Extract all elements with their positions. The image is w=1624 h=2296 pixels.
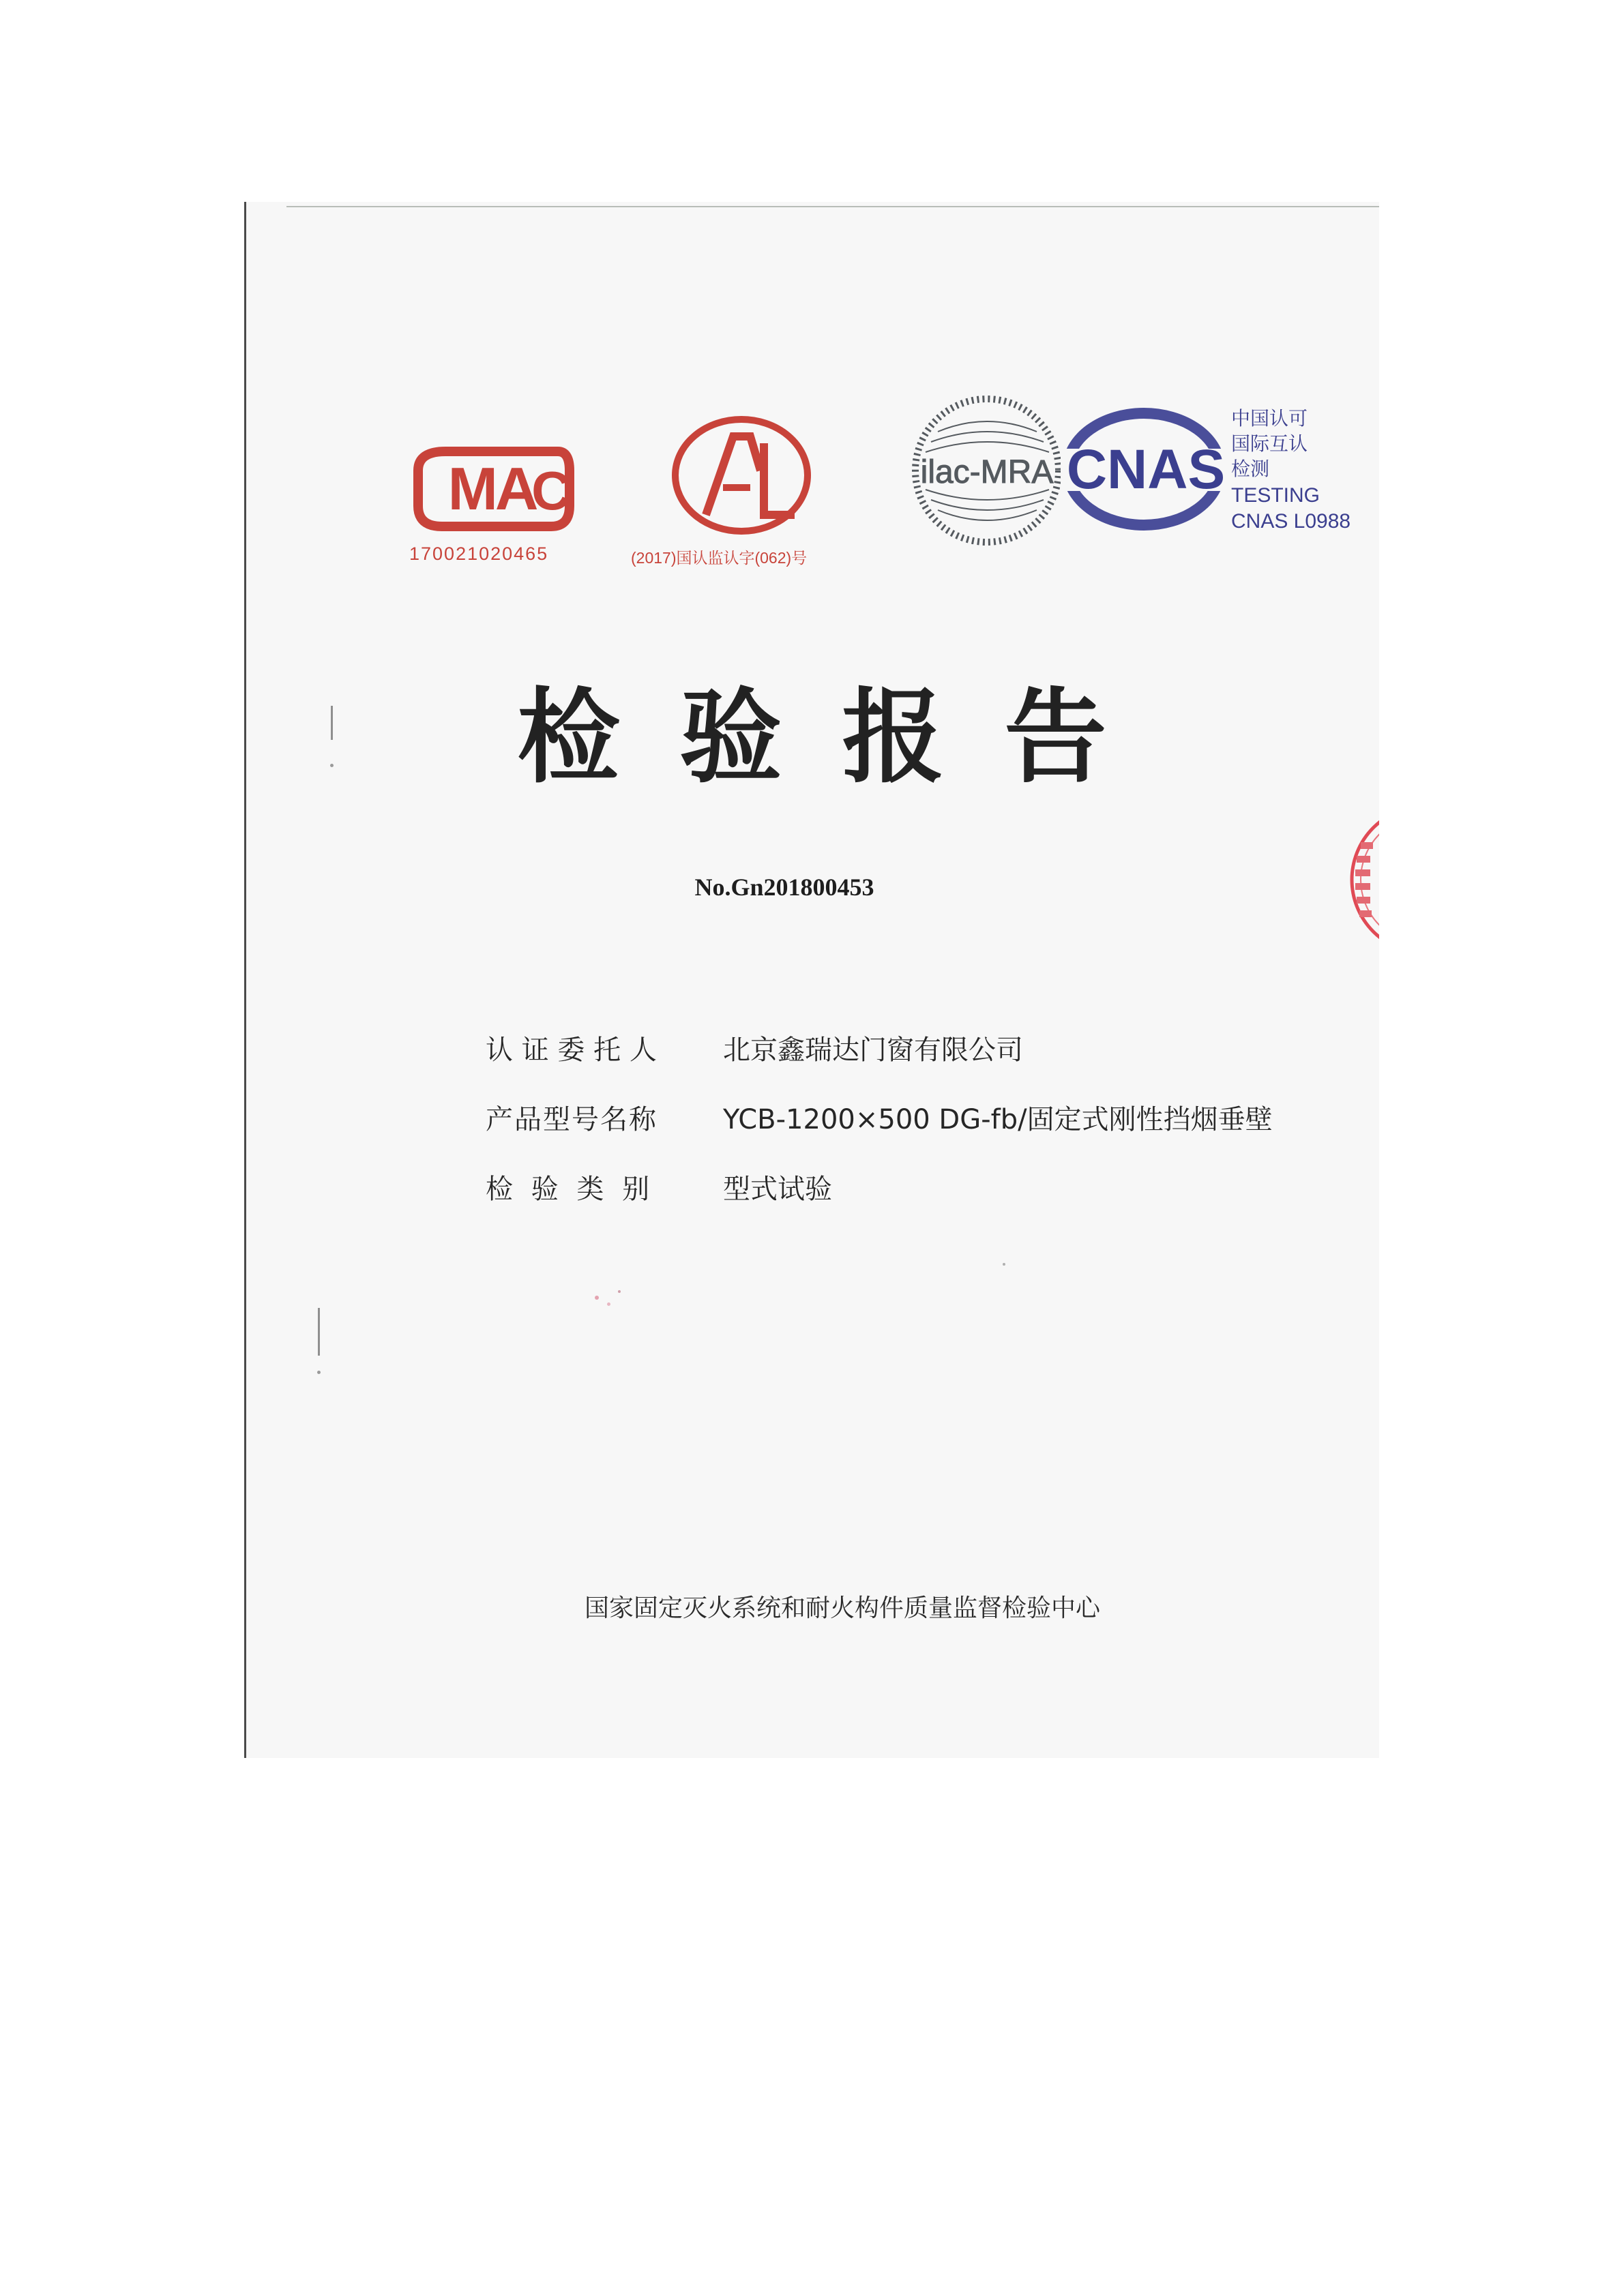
cal-number: (2017)国认监认字(062)号 xyxy=(631,549,808,567)
test-type-label: 检 验 类 别 xyxy=(486,1174,650,1205)
client-value: 北京鑫瑞达门窗有限公司 xyxy=(723,1034,1023,1066)
scan-speck xyxy=(618,1290,621,1293)
cma-logo xyxy=(411,443,575,535)
scan-speck xyxy=(607,1302,610,1306)
svg-text:CNAS: CNAS xyxy=(1066,438,1226,501)
cnas-line4: TESTING xyxy=(1231,484,1320,507)
svg-text:ilac-MRA: ilac-MRA xyxy=(920,454,1054,490)
product-value: YCB-1200×500 DG-fb/固定式刚性挡烟垂壁 xyxy=(723,1104,1273,1135)
cnas-logo xyxy=(1061,408,1231,531)
svg-text:MA: MA xyxy=(447,455,536,522)
cma-number: 170021020465 xyxy=(409,543,549,564)
scan-speck xyxy=(595,1296,599,1300)
test-type-value: 型式试验 xyxy=(723,1174,832,1205)
seal-stamp-fragment xyxy=(1347,801,1379,958)
cnas-line2: 国际互认 xyxy=(1231,433,1308,454)
product-label: 产品型号名称 xyxy=(486,1104,658,1135)
page-title: 检验报告 xyxy=(517,679,1167,797)
svg-text:C: C xyxy=(531,460,571,521)
scan-speck xyxy=(1003,1263,1005,1266)
ilac-mra-logo xyxy=(911,394,1064,548)
sheet-left-edge xyxy=(244,202,246,1758)
binding-dot xyxy=(317,1371,321,1374)
cnas-line1: 中国认可 xyxy=(1231,408,1308,429)
cnas-line5: CNAS L0988 xyxy=(1231,510,1351,533)
report-number: No.Gn201800453 xyxy=(694,874,874,901)
cnas-line3: 检测 xyxy=(1231,458,1270,479)
client-label: 认 证 委 托 人 xyxy=(486,1034,657,1066)
sheet-top-edge xyxy=(286,206,1379,207)
binding-mark-lower xyxy=(318,1308,320,1356)
cal-logo xyxy=(668,413,815,539)
issuing-organization: 国家固定灭火系统和耐火构件质量监督检验中心 xyxy=(584,1594,1100,1622)
